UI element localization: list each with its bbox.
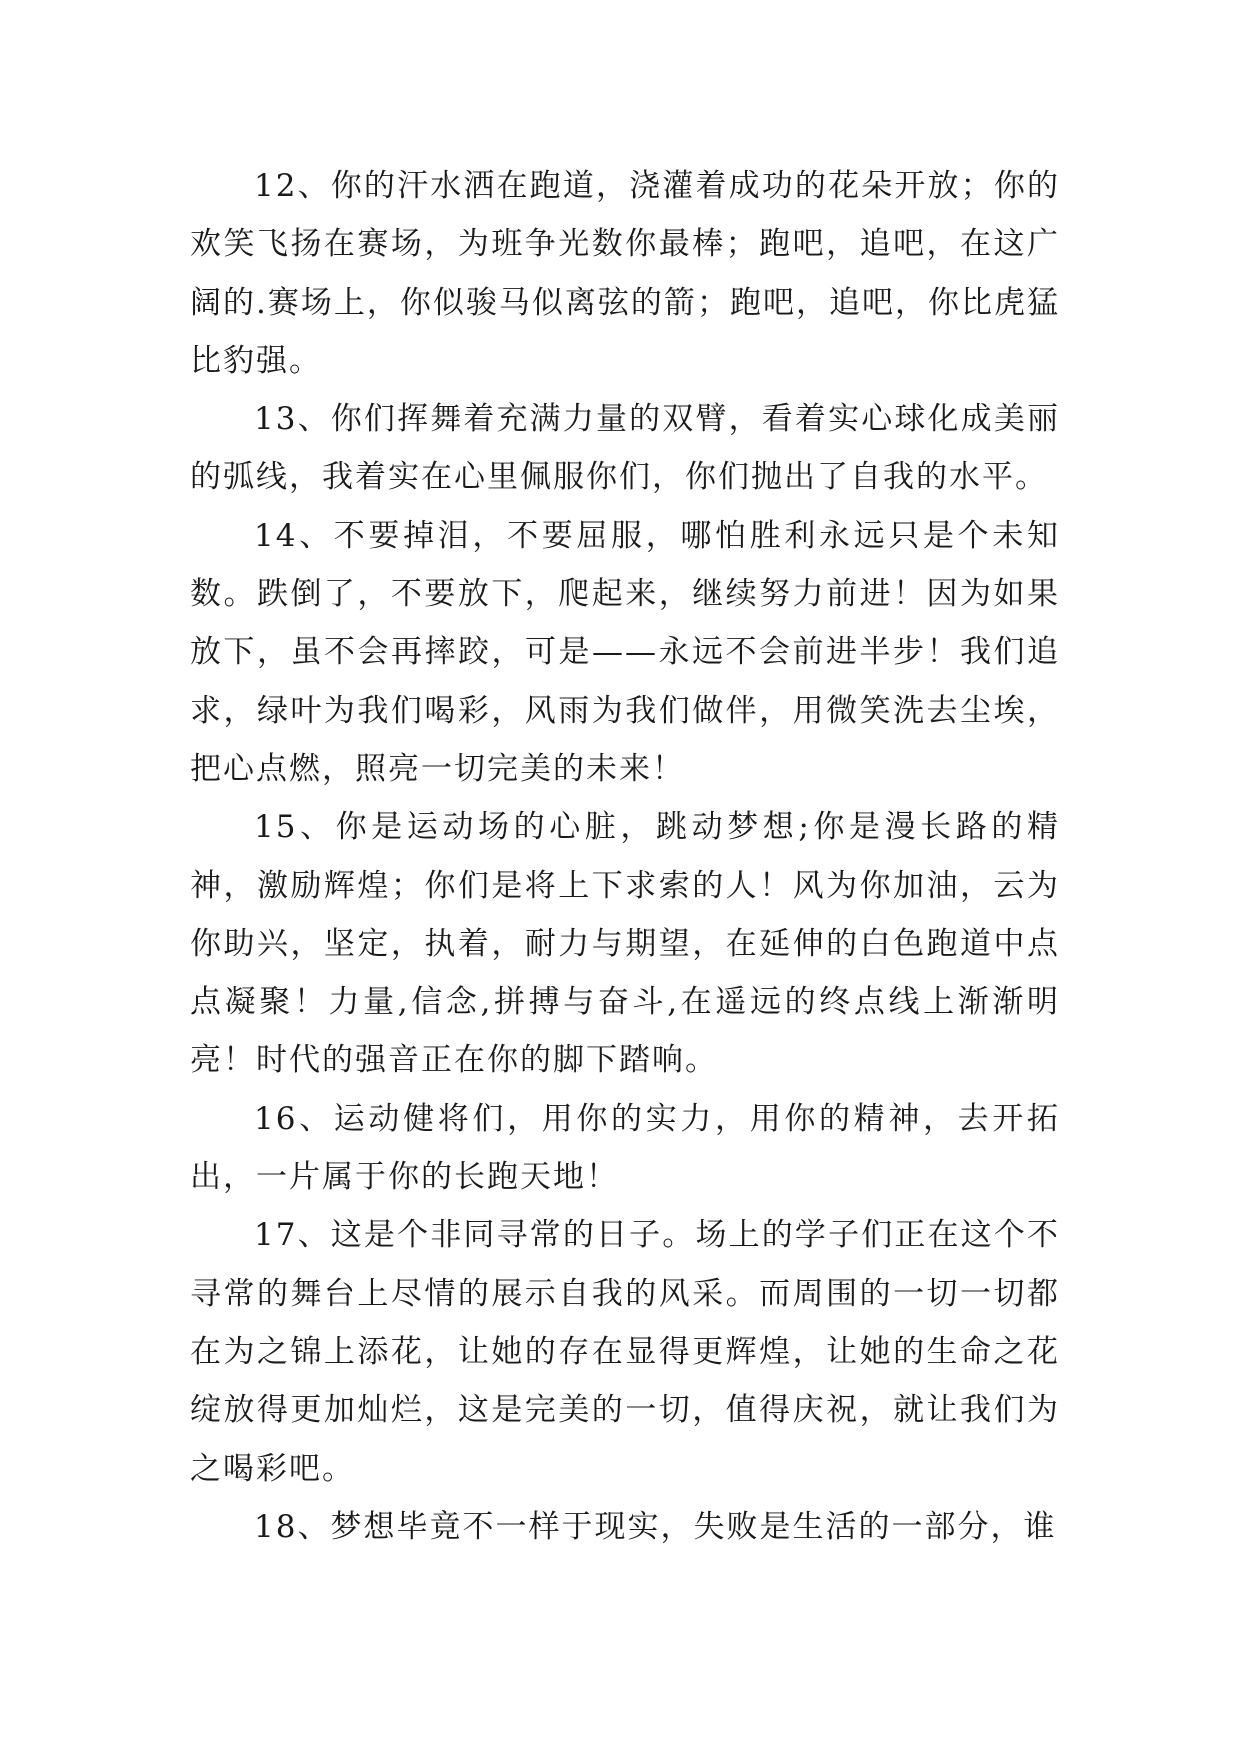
document-body (190, 157, 1060, 1556)
paragraph-12: 12、你的汗水洒在跑道，浇灌着成功的花朵开放；你的欢笑飞扬在赛场，为班争光数你最棒；跑吧，追吧，在这广阔的.赛场上，你似骏马似离弦的箭；跑吧，追吧，你比虎猛比豹强。 (190, 168, 1060, 379)
paragraph-18: 18、梦想毕竟不一样于现实，失败是生活的一部分，谁 (254, 1508, 1057, 1545)
paragraph-17: 17、这是个非同寻常的日子。场上的学子们正在这个不寻常的舞台上尽情的展示自我的风采。而周围的一切一切都在为之锦上添花，让她的存在显得更辉煌，让她的生命之花绽放得更加灿烂，这是完美的一切，值得庆祝，就让我们为之喝彩吧。 (190, 1217, 1060, 1487)
paragraph-15: 15、你是运动场的心脏，跳动梦想;你是漫长路的精神，激励辉煌；你们是将上下求索的人！风为你加油，云为你助兴，坚定，执着，耐力与期望，在延伸的白色跑道中点点凝聚！力量,信念,拼搏与奋斗,在遥远的终点线上渐渐明亮！时代的强音正在你的脚下踏响。 (190, 809, 1060, 1079)
paragraph-16: 16、运动健将们，用你的实力，用你的精神，去开拓出，一片属于你的长跑天地！ (190, 1100, 1060, 1196)
paragraph-13: 13、你们挥舞着充满力量的双臂，看着实心球化成美丽的弧线，我着实在心里佩服你们，你们抛出了自我的水平。 (190, 401, 1060, 496)
paragraph-14: 14、不要掉泪，不要屈服，哪怕胜利永远只是个未知数。跌倒了，不要放下，爬起来，继续努力前进！因为如果放下，虽不会再摔跤，可是——永远不会前进半步！我们追求，绿叶为我们喝彩，风雨为我们做伴，用微笑洗去尘埃，把心点燃，照亮一切完美的未来！ (190, 517, 1060, 787)
